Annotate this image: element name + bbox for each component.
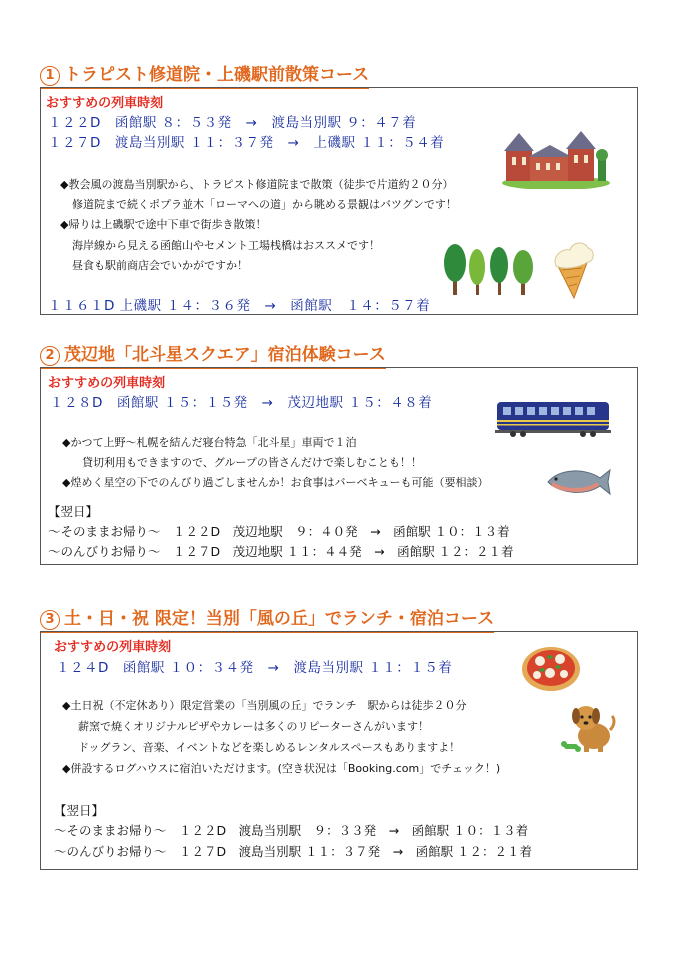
section-2-bullet-1: ◆かつて上野～札幌を結んだ寝台特急「北斗星」車両で１泊 [62,436,357,449]
trees-illustration [442,243,540,297]
section-1-bullet-5: 昼食も駅前商店会でいかがですか！ [72,259,248,272]
section-1-bullet-3: ◆帰りは上磯駅で途中下車で街歩き散策！ [60,218,267,231]
ice-cream-illustration [548,240,600,300]
section-3-title-text: 土・日・祝 限定！当別「風の丘」でランチ・宿泊コース [64,609,495,629]
section-1-title [40,60,369,89]
section-3-title [40,604,494,633]
section-3-label: おすすめの列車時刻 [54,640,172,655]
pizza-illustration [520,643,582,693]
section-2-next-day: 【翌日】 [48,504,99,519]
section-1-number: 1 [40,66,60,86]
section-1-bullet-2: 修道院まで続くポプラ並木「ローマへの道」から眺める景観はバツグンです！ [72,198,457,211]
section-1-train-3: １１６１D 上磯駅 １４：３６発 → 函館駅 １４：５７着 [48,298,431,314]
section-2-return-1: ～そのままお帰り～ １２２D 茂辺地駅 ９：４０発 → 函館駅 １０：１３着 [48,524,510,539]
section-3-return-2: ～のんびりお帰り～ １２７D 渡島当別駅 １１：３７発 → 函館駅 １２：２１着 [54,844,533,859]
section-3-bullet-2: 薪窯で焼くオリジナルピザやカレーは多くのリピーターさんがいます！ [78,720,430,733]
section-1-label: おすすめの列車時刻 [46,96,164,111]
section-1-bullet-4: 海岸線から見える函館山やセメント工場桟橋はおススメです！ [72,239,380,252]
section-2-title-text: 茂辺地「北斗星スクエア」宿泊体験コース [64,345,386,365]
section-3-bullet-3: ドッグラン、音楽、イベントなどを楽しめるレンタルスペースもありますよ！ [78,741,461,754]
dog-illustration [560,700,616,756]
section-2-title [40,340,386,369]
section-2-bullet-3: ◆煌めく星空の下でのんびり過ごしませんか！お食事はバーベキューも可能（要相談） [62,476,489,489]
section-1-bullet-1: ◆教会風の渡島当別駅から、トラピスト修道院まで散策（徒歩で片道約２０分） [60,178,454,191]
section-3-return-1: ～そのままお帰り～ １２２D 渡島当別駅 ９：３３発 → 函館駅 １０：１３着 [54,823,529,838]
section-2-bullet-2: 貸切利用もできますので、グループの皆さんだけで楽しむことも！！ [82,456,422,469]
section-1-train-1: １２２D 函館駅 ８：５３発 → 渡島当別駅 ９：４７着 [48,115,417,131]
train-illustration [495,398,611,438]
section-2-label: おすすめの列車時刻 [48,376,166,391]
section-3-bullet-4: ◆併設するログハウスに宿泊いただけます。(空き状況は「Booking.com」でチェック！) [62,762,501,775]
salmon-illustration [544,464,612,498]
section-3-bullet-1: ◆土日祝（不定休あり）限定営業の「当別風の丘」でランチ 駅からは徒歩２０分 [62,699,467,712]
section-1-train-2: １２７D 渡島当別駅 １１：３７発 → 上磯駅 １１：５４着 [48,135,445,151]
section-3-number: 3 [40,610,60,630]
monastery-illustration [500,127,612,189]
section-1-title-text: トラピスト修道院・上磯駅前散策コース [64,65,370,85]
section-3-train-1: １２４D 函館駅 １０：３４発 → 渡島当別駅 １１：１５着 [56,660,453,676]
section-2-return-2: ～のんびりお帰り～ １２７D 茂辺地駅 １１：４４発 → 函館駅 １２：２１着 [48,544,514,559]
section-2-number: 2 [40,346,60,366]
section-3-next-day: 【翌日】 [54,803,105,818]
section-2-train-1: １２８D 函館駅 １５：１５発 → 茂辺地駅 １５：４８着 [50,395,433,411]
